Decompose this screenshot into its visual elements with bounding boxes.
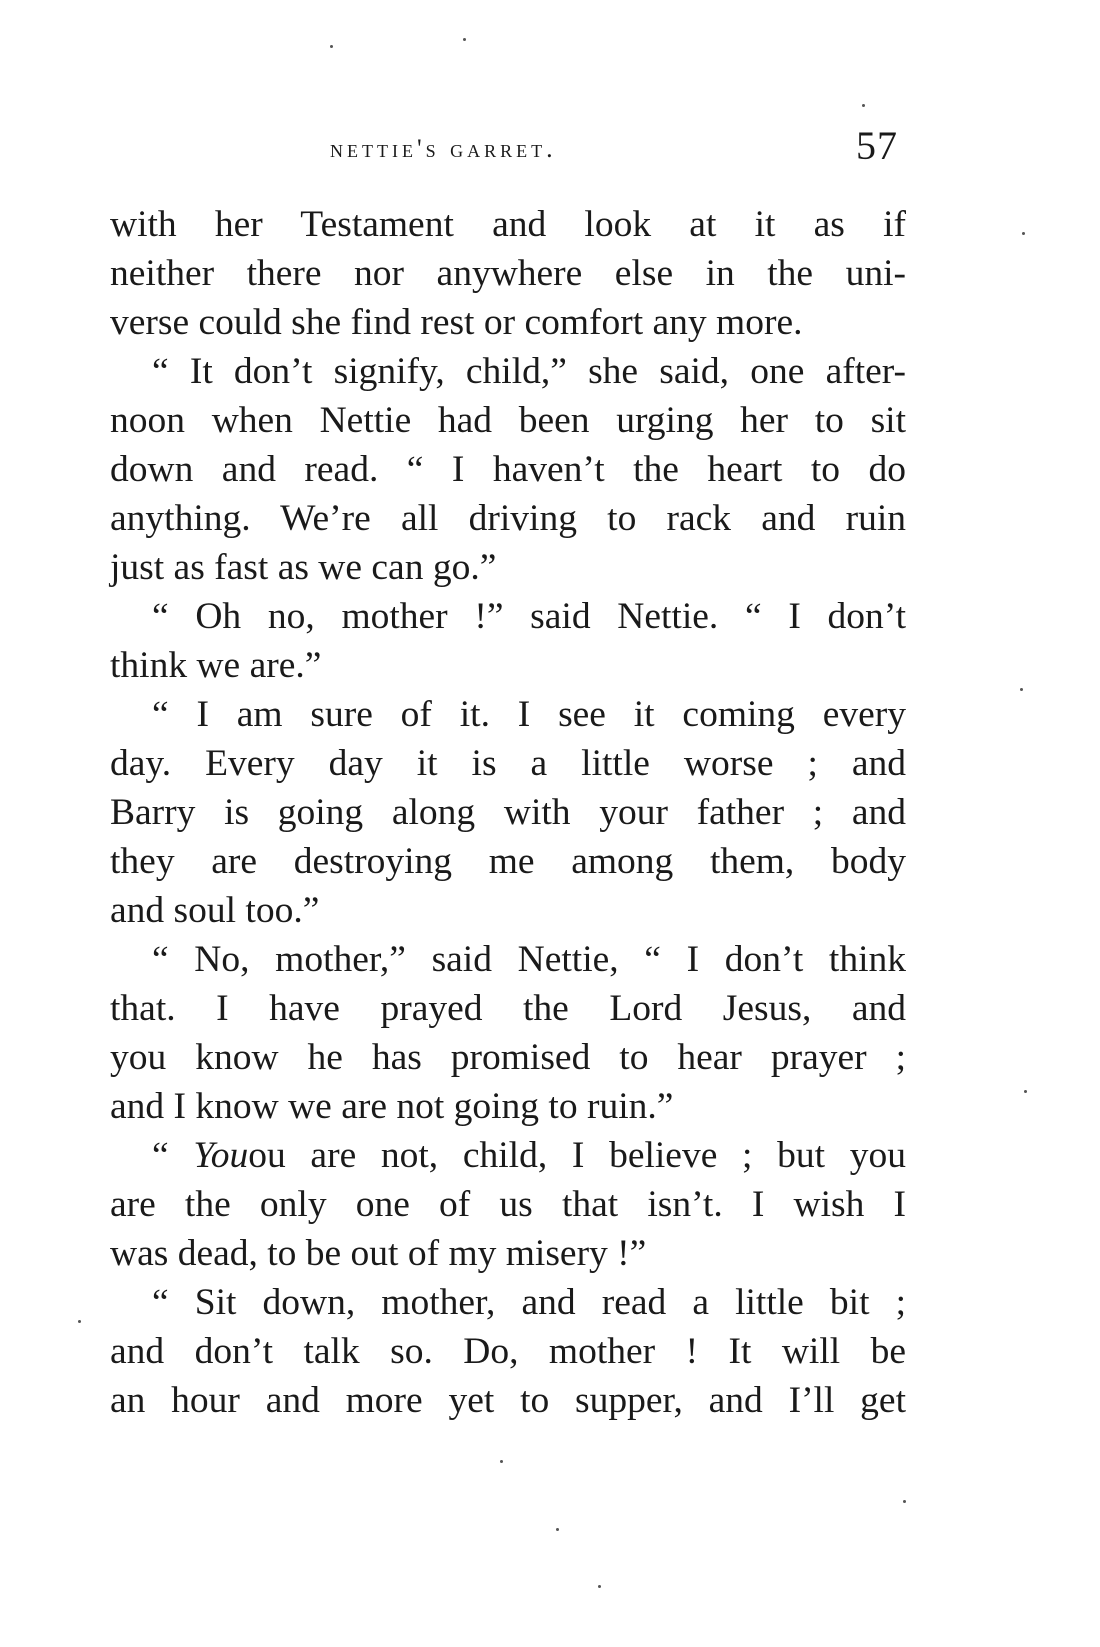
scan-speck	[862, 104, 865, 107]
scan-speck	[1024, 1090, 1027, 1093]
text-line: “ It don’t signify, child,” she said, one after-	[152, 351, 906, 392]
text-line: that. I have prayed the Lord Jesus, and	[110, 988, 906, 1029]
page-number: 57	[856, 123, 898, 168]
text-line: day. Every day it is a little worse ; and	[110, 743, 906, 784]
text-line: noon when Nettie had been urging her to sit	[110, 400, 906, 441]
text-line: down and read. “ I haven’t the heart to do	[110, 449, 906, 490]
scan-speck	[78, 1320, 81, 1323]
scan-speck	[903, 1500, 906, 1503]
scan-speck	[463, 38, 466, 41]
text-line: just as fast as we can go.”	[110, 547, 497, 588]
text-line: neither there nor anywhere else in the uni-	[110, 253, 906, 294]
text-line: an hour and more yet to supper, and I’ll get	[110, 1380, 906, 1421]
text-line: “ Sit down, mother, and read a little bit ;	[152, 1282, 906, 1323]
text-line: was dead, to be out of my misery !”	[110, 1233, 647, 1274]
text-line: are the only one of us that isn’t. I wish I	[110, 1184, 906, 1225]
text-line: and don’t talk so. Do, mother ! It will be	[110, 1331, 906, 1372]
text-line: verse could she find rest or comfort any more.	[110, 302, 803, 343]
scan-speck	[1020, 688, 1023, 691]
text-line: “ I am sure of it. I see it coming every	[152, 694, 906, 735]
text-line: “ Youou are not, child, I believe ; but you	[152, 1135, 906, 1176]
text-line: think we are.”	[110, 645, 322, 686]
text-line: and I know we are not going to ruin.”	[110, 1086, 674, 1127]
text-line: “ No, mother,” said Nettie, “ I don’t think	[152, 939, 906, 980]
text-line: they are destroying me among them, body	[110, 841, 906, 882]
running-title: nettie's garret.	[330, 134, 557, 163]
text-line: and soul too.”	[110, 890, 320, 931]
scan-speck	[330, 45, 333, 48]
running-header	[0, 122, 1100, 178]
scan-speck	[556, 1528, 559, 1531]
text-line: you know he has promised to hear prayer ;	[110, 1037, 906, 1078]
scan-speck	[500, 1460, 503, 1463]
scan-speck	[1022, 232, 1025, 235]
scan-speck	[598, 1585, 601, 1588]
text-line: with her Testament and look at it as if	[110, 204, 906, 245]
text-line: anything. We’re all driving to rack and ruin	[110, 498, 906, 539]
text-line: Barry is going along with your father ; and	[110, 792, 906, 833]
text-line: “ Oh no, mother !” said Nettie. “ I don’t	[152, 596, 906, 637]
body-text	[110, 200, 906, 1425]
